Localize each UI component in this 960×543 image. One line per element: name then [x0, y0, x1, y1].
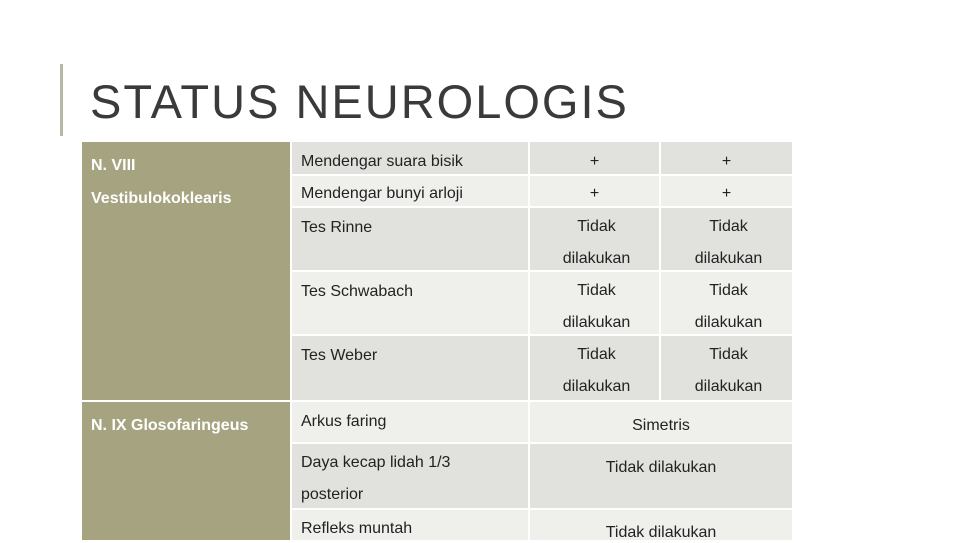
- table-cell-left: +: [661, 142, 792, 174]
- table-cell-left: [661, 208, 792, 270]
- nerve-label-n8-line1: N. VIII: [91, 157, 136, 174]
- table-cell-merged: Tidak dilakukan: [530, 444, 792, 508]
- nerve-label-n8-line2: Vestibulokoklearis: [91, 190, 232, 207]
- table-row-param: Arkus faring: [292, 402, 528, 442]
- table-cell-left-text: Tidak dilakukan: [694, 282, 763, 331]
- nerve-label-n9: [82, 402, 290, 540]
- table-cell-left: [661, 272, 792, 334]
- table-cell-merged: Tidak dilakukan: [530, 510, 792, 540]
- slide-title: STATUS NEUROLOGIS: [90, 75, 629, 128]
- table-row-param: Tes Rinne: [292, 208, 528, 270]
- table-row-param: Mendengar bunyi arloji: [292, 176, 528, 206]
- table-cell-right: +: [530, 142, 659, 174]
- table-cell-right-text: Tidak dilakukan: [562, 346, 631, 395]
- table-cell-left-text: Tidak dilakukan: [694, 218, 763, 267]
- nerve-label-n9-text: N. IX Glosofaringeus: [91, 417, 249, 434]
- table-cell-right: [530, 272, 659, 334]
- table-row-param: Tes Weber: [292, 336, 528, 400]
- nerve-label-n8: [82, 142, 290, 400]
- table-row-param: Refleks muntah: [292, 510, 528, 540]
- table-cell-left: [661, 336, 792, 400]
- table-cell-left-text: Tidak dilakukan: [694, 346, 763, 395]
- table-row-param: Tes Schwabach: [292, 272, 528, 334]
- table-row-param: Daya kecap lidah 1/3 posterior: [292, 444, 528, 508]
- table-cell-right: [530, 336, 659, 400]
- table-cell-merged: Simetris: [530, 402, 792, 442]
- table-cell-right: [530, 208, 659, 270]
- table-cell-right: +: [530, 176, 659, 206]
- table-cell-left: +: [661, 176, 792, 206]
- table-row-param: Mendengar suara bisik: [292, 142, 528, 174]
- table-cell-right-text: Tidak dilakukan: [562, 282, 631, 331]
- table-cell-right-text: Tidak dilakukan: [562, 218, 631, 267]
